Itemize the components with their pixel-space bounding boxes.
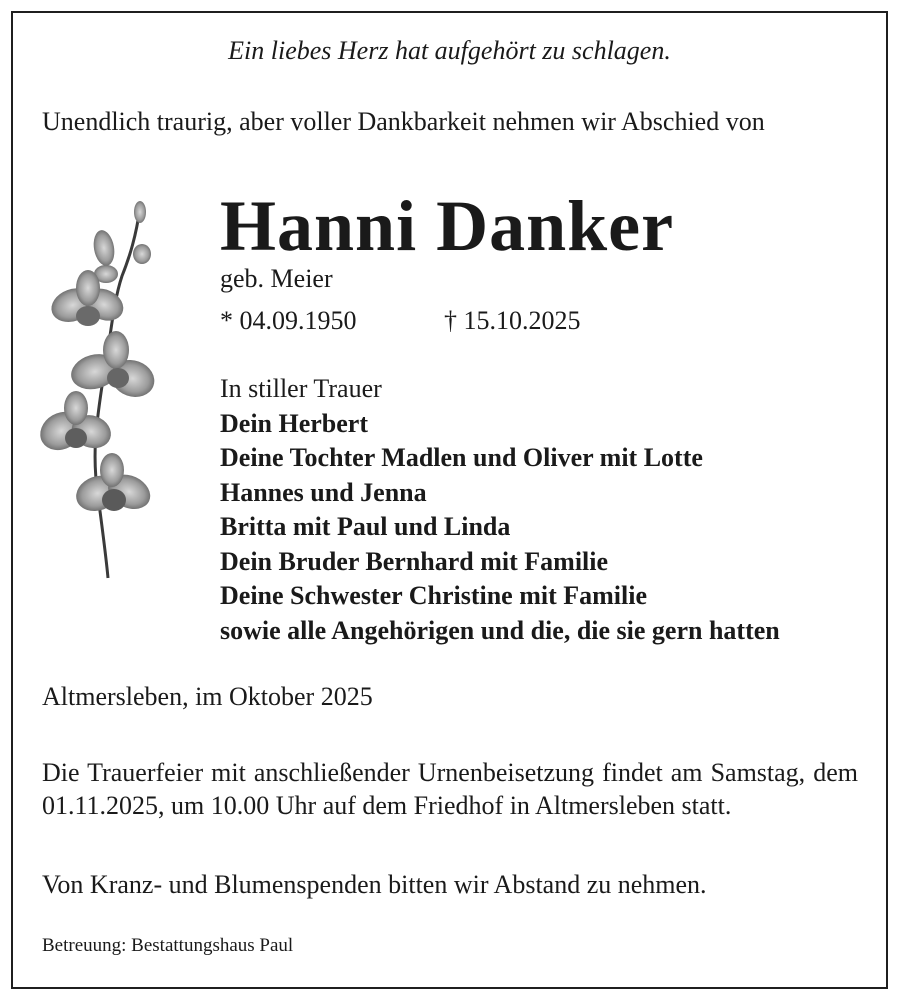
- mourner-line: Hannes und Jenna: [220, 477, 427, 507]
- intro-text: Unendlich traurig, aber voller Dankbarkeit nehmen wir Abschied von: [42, 107, 765, 136]
- death-date: † 15.10.2025: [444, 306, 581, 335]
- mourner-line: Britta mit Paul und Linda: [220, 512, 511, 541]
- life-dates: [220, 306, 581, 336]
- birth-date: * 04.09.1950: [220, 306, 357, 335]
- mourners-block: [220, 372, 780, 648]
- deceased-name: Hanni Danker: [220, 186, 675, 266]
- service-info: Die Trauerfeier mit anschließender Urnenbeisetzung findet am Samstag, dem 01.11.2025, um 10.00 Uhr auf dem Friedhof in Altmersleben statt.: [42, 758, 858, 820]
- place-date: Altmersleben, im Oktober 2025: [42, 682, 373, 711]
- mourner-line: sowie alle Angehörigen und die, die sie gern hatten: [220, 615, 780, 645]
- mourners-lead: In stiller Trauer: [220, 374, 382, 403]
- mourner-line: Dein Bruder Bernhard mit Familie: [220, 546, 609, 576]
- funeral-home: Betreuung: Bestattungshaus Paul: [42, 935, 294, 956]
- mourner-line: Dein Herbert: [220, 408, 369, 438]
- birth-name: geb. Meier: [220, 264, 333, 293]
- flower-request: Von Kranz- und Blumenspenden bitten wir Abstand zu nehmen.: [42, 870, 707, 899]
- mourner-line: Deine Schwester Christine mit Familie: [220, 581, 647, 610]
- mourner-line: Deine Tochter Madlen und Oliver mit Lotte: [220, 443, 703, 472]
- orchid-image: [32, 196, 162, 586]
- motto: Ein liebes Herz hat aufgehört zu schlagen.: [228, 36, 671, 65]
